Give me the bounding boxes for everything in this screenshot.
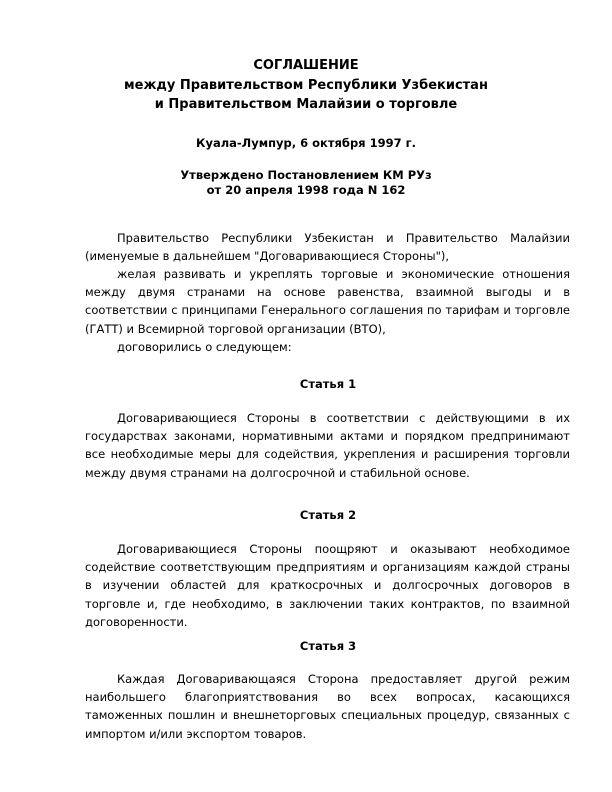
place-date: Куала-Лумпур, 6 октября 1997 г. (196, 136, 416, 150)
article-1-heading: Статья 1 (299, 377, 357, 391)
document-title: СОГЛАШЕНИЕ (253, 58, 359, 73)
preamble-paragraph-1: Правительство Республики Узбекистан и Правительство Малайзии (именуемые в дальнейшем "Договаривающиеся Стороны"), (85, 231, 570, 264)
article-1-text: Договаривающиеся Стороны в соответствии с действующими в их государствах законами, нормативными актами и порядком предпринимают все необходимые меры для содействия, укрепления и расширения торговли между двумя странами на долгосрочной и стабильной основе. (85, 411, 570, 480)
approval-line-2: от 20 апреля 1998 года N 162 (206, 183, 406, 197)
document-subtitle-line-1: между Правительством Республики Узбекистан (124, 78, 488, 93)
preamble-paragraph-3: договорились о следующем: (117, 340, 292, 354)
document-subtitle-line-2: и Правительством Малайзии о торговле (154, 97, 458, 112)
article-3-text: Каждая Договаривающаяся Сторона предоставляет другой режим наибольшего благоприятствования во всех вопросах, касающихся таможенных пошлин и внешнеторговых специальных процедур, связанных с импортом и/или экспортом товаров. (85, 672, 570, 741)
article-2-text: Договаривающиеся Стороны поощряют и оказывают необходимое содействие соответствующим предприятиям и организациям каждой страны в изучении областей для краткосрочных и долгосрочных договоров в торговле и, где необходимо, в заключении таких контрактов, по взаимной договоренности. (85, 542, 570, 629)
article-3-heading: Статья 3 (299, 639, 357, 653)
approval-line-1: Утверждено Постановлением КМ РУз (180, 168, 432, 182)
preamble-paragraph-2: желая развивать и укреплять торговые и экономические отношения между двумя странами на основе равенства, взаимной выгоды и в соответствии с принципами Генерального соглашения по тарифам и торговле (ГАТТ) и Всемирной торговой организации (ВТО), (85, 267, 570, 336)
article-2-heading: Статья 2 (299, 508, 357, 522)
